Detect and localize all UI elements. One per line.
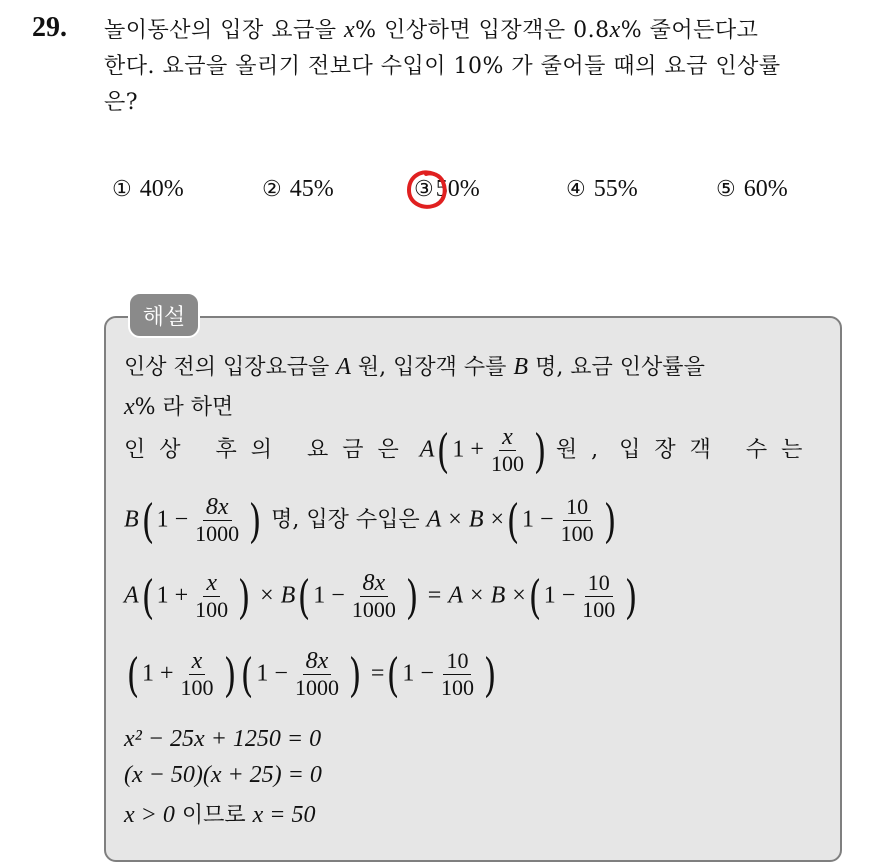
denominator: 100 <box>180 675 214 700</box>
var-b: B <box>513 354 529 380</box>
math: 1 + <box>452 436 484 463</box>
fraction <box>349 570 399 623</box>
math: 1 − <box>522 506 554 533</box>
question-number: 29. <box>32 12 67 43</box>
math: = <box>370 660 385 687</box>
paren-open: ( <box>528 569 542 624</box>
math: × <box>470 582 484 609</box>
var-a: A <box>426 506 442 533</box>
var-a: A <box>448 582 464 609</box>
paren-open: ( <box>241 647 254 702</box>
question-line-2: 한다. 요금을 올리기 전보다 수입이 10% 가 줄어들 때의 요금 인상률 <box>104 54 781 79</box>
solution-line-2 <box>124 390 233 421</box>
math: 1 + <box>141 660 174 687</box>
math: 1 − <box>402 660 434 687</box>
fraction <box>192 494 242 547</box>
denominator: 100 <box>195 597 229 622</box>
choice-value: 50% <box>435 176 480 202</box>
fraction <box>178 648 217 701</box>
solution-tag: 해설 <box>128 292 200 338</box>
denominator: 1000 <box>351 597 396 622</box>
math: × <box>512 582 526 609</box>
paren-close: ) <box>533 423 547 478</box>
paren-close: ) <box>223 647 236 702</box>
math: x = 50 <box>252 802 316 828</box>
choice-1[interactable] <box>112 176 184 203</box>
question-text-part: % 줄어든다고 <box>620 18 759 43</box>
denominator: 100 <box>582 597 616 622</box>
var-b: B <box>490 582 506 609</box>
math: 1 − <box>156 506 189 533</box>
denominator: 100 <box>440 675 474 700</box>
denominator: 100 <box>490 451 524 476</box>
paren-open: ( <box>437 423 450 478</box>
var-a: A <box>124 582 139 609</box>
solution-line-5 <box>124 570 640 623</box>
fraction <box>192 570 231 623</box>
fraction <box>579 570 618 623</box>
paren-close: ) <box>603 493 616 548</box>
text: % 라 하면 <box>134 395 234 420</box>
text: 이므로 <box>181 803 246 828</box>
var-a: A <box>419 436 435 463</box>
choice-5[interactable] <box>716 176 788 203</box>
numerator: 10 <box>443 648 471 675</box>
choice-number: ⑤ <box>716 177 736 202</box>
question-text-part: 놀이동산의 입장 요금을 <box>104 18 345 43</box>
numerator: 8x <box>303 648 332 675</box>
solution-line-1 <box>124 350 705 381</box>
math: 1 − <box>256 660 288 687</box>
solution-equation-quadratic: x² − 25x + 1250 = 0 <box>124 726 322 752</box>
text: 인상 후의 요금은 <box>124 437 413 463</box>
choice-4[interactable] <box>566 176 638 203</box>
answer-circle-mark-icon <box>404 168 450 212</box>
paren-open: ( <box>387 647 400 702</box>
math: x > 0 <box>124 802 175 828</box>
var-x: x <box>344 17 356 43</box>
choice-value: 60% <box>743 176 788 202</box>
denominator: 1000 <box>294 675 339 700</box>
text: 명, 입장 수입은 <box>271 507 420 533</box>
choice-value: 55% <box>593 176 638 202</box>
paren-close: ) <box>348 647 362 702</box>
numerator: 8x <box>360 570 389 597</box>
choice-number: ① <box>112 177 132 202</box>
choice-number: ④ <box>566 177 586 202</box>
var-b: B <box>280 582 296 609</box>
math: 1 − <box>543 582 576 609</box>
math: = <box>427 582 442 609</box>
question-text-part: % 인상하면 입장객은 0.8 <box>355 18 610 43</box>
choice-value: 40% <box>139 176 184 202</box>
numerator: x <box>499 424 516 451</box>
text: 입장객 수는 <box>619 437 817 463</box>
question-line-3: 은? <box>104 90 139 115</box>
paren-close: ) <box>405 569 419 624</box>
var-x: x <box>124 394 135 420</box>
fraction <box>558 494 597 547</box>
question-text <box>104 12 864 121</box>
text: 원, 입장객 수를 <box>350 355 514 380</box>
paren-close: ) <box>237 569 251 624</box>
fraction <box>292 648 342 701</box>
paren-close: ) <box>624 569 638 624</box>
solution-conclusion <box>124 798 315 829</box>
question-line-1 <box>104 12 864 49</box>
solution-line-6 <box>124 648 499 701</box>
fraction <box>438 648 477 701</box>
paren-close: ) <box>483 647 497 702</box>
choice-2[interactable] <box>262 176 334 203</box>
var-x: x <box>609 17 621 43</box>
numerator: x <box>203 570 220 597</box>
var-b: B <box>468 506 484 533</box>
var-b: B <box>124 506 139 533</box>
numerator: 10 <box>585 570 613 597</box>
text: 명, 요금 인상률을 <box>528 355 705 380</box>
numerator: 10 <box>563 494 591 521</box>
text: 인상 전의 입장요금을 <box>124 355 337 380</box>
numerator: 8x <box>203 494 232 521</box>
paren-open: ( <box>298 569 311 624</box>
math: × <box>260 582 274 609</box>
paren-open: ( <box>141 493 154 548</box>
paren-open: ( <box>506 493 520 548</box>
paren-open: ( <box>141 569 154 624</box>
solution-equation-factored: (x − 50)(x + 25) = 0 <box>124 762 322 788</box>
choice-number: ③ <box>414 177 434 202</box>
paren-close: ) <box>248 493 262 548</box>
choice-number: ② <box>262 177 282 202</box>
math: 1 + <box>156 582 189 609</box>
denominator: 1000 <box>195 521 240 546</box>
fraction <box>488 424 527 477</box>
paren-open: ( <box>126 647 140 702</box>
choice-value: 45% <box>289 176 334 202</box>
math: × <box>490 506 505 533</box>
solution-line-4 <box>124 494 619 547</box>
text: 원, <box>555 437 613 463</box>
numerator: x <box>189 648 206 675</box>
math: 1 − <box>313 582 345 609</box>
var-a: A <box>336 354 351 380</box>
denominator: 100 <box>560 521 594 546</box>
solution-line-3 <box>124 424 816 477</box>
math: × <box>448 506 462 533</box>
